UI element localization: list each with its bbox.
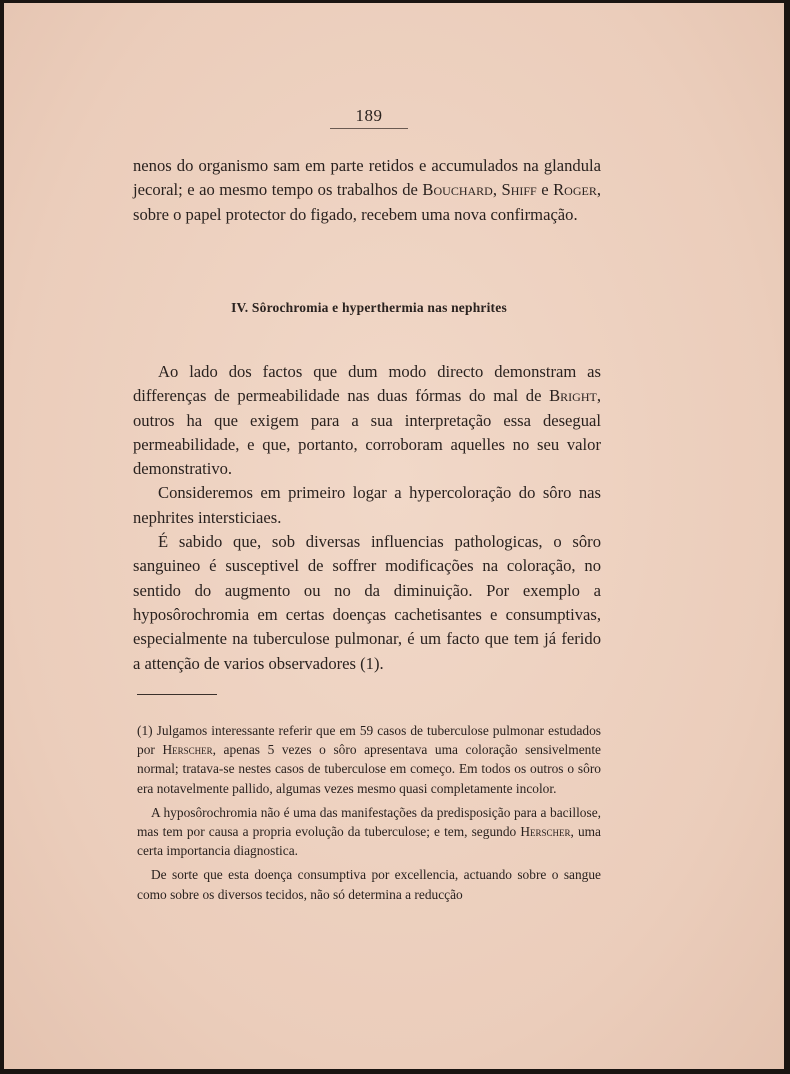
paragraph: É sabido que, sob diversas influencias pathologicas, o sôro sanguineo é susceptivel de soffrer modificações na coloração, no sentido do augmento ou no da diminuição. Por exemplo a hyposôrochromia em certas doenças cachetisantes e consumptivas, especialmente na tuberculose pulmonar, é um facto que tem já ferido a attenção de varios observadores (1). bbox=[133, 532, 601, 673]
paragraph bbox=[133, 360, 601, 481]
text-run: , bbox=[492, 180, 502, 200]
paragraph-continuation bbox=[133, 154, 601, 227]
page-number-rule bbox=[330, 128, 408, 129]
text-run: (1) Julgamos interessante referir que em 59 casos de tuberculose pulmonar estudados por bbox=[137, 723, 601, 758]
text-run: A hyposôrochromia não é uma das manifestações da predisposição para a bacillose, mas tem por causa a propria evolução da tuberculose; e tem, segundo bbox=[137, 804, 601, 840]
author-name: Roger bbox=[553, 180, 597, 200]
text-run: , apenas 5 vezes o sôro apresentava uma coloração sensivelmente normal; tratava-se nestes casos de tuberculose em começo. Em todos os outros o sôro era notavelmente pallido, algumas vezes mesmo quasi completamente incolor. bbox=[137, 742, 601, 796]
author-name: Herscher bbox=[520, 824, 571, 840]
footnote bbox=[137, 721, 601, 798]
text-run: nenos do organismo sam em parte retidos e accumulados na glandula jecoral; e ao mesmo tempo os trabalhos de bbox=[133, 156, 601, 200]
author-name: Bouchard bbox=[422, 180, 493, 200]
footnotes bbox=[137, 721, 601, 909]
text-run: , sobre o papel protector do figado, recebem uma nova confirmação. bbox=[133, 180, 601, 224]
footnote-paragraph bbox=[137, 803, 601, 861]
author-name: Herscher bbox=[162, 742, 213, 758]
text-run: Ao lado dos factos que dum modo directo demonstram as differenças de permeabilidade nas duas fórmas do mal de bbox=[133, 362, 601, 406]
section-heading: IV. Sôrochromia e hyperthermia nas nephrites bbox=[231, 300, 507, 315]
text-run: , outros ha que exigem para a sua interpretação essa desegual permeabilidade, e que, portanto, corroboram aquelles no seu valor demonstrativo. bbox=[133, 386, 601, 479]
paragraph: Consideremos em primeiro logar a hypercoloração do sôro nas nephrites intersticiaes. bbox=[133, 483, 601, 527]
footnote-paragraph: De sorte que esta doença consumptiva por excellencia, actuando sobre o sangue como sobre os diversos tecidos, não só determina a reducção bbox=[137, 867, 601, 902]
book-page bbox=[4, 3, 784, 1069]
author-name: Shiff bbox=[501, 180, 537, 200]
page-number: 189 bbox=[355, 106, 383, 125]
text-run: e bbox=[536, 180, 554, 200]
section-body bbox=[133, 360, 601, 676]
footnote-rule bbox=[137, 694, 217, 695]
text-run: , uma certa importancia diagnostica. bbox=[137, 824, 602, 859]
author-name: Bright bbox=[549, 386, 597, 406]
